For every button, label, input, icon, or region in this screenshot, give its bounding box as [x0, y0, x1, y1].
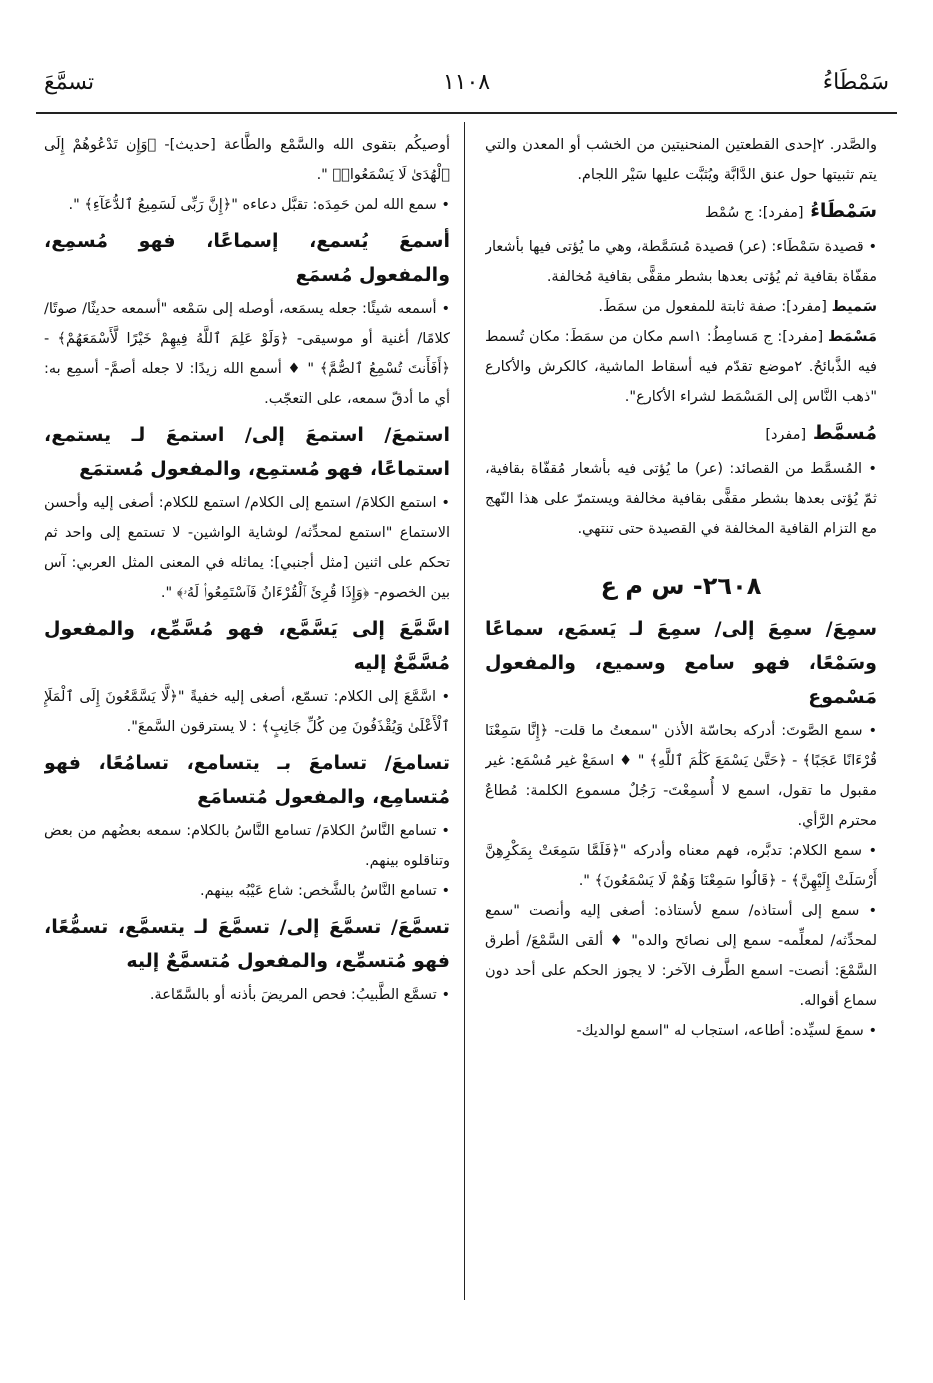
continuation-paragraph: أوصيكُم بتقوى الله والسَّمْع والطَّاعة [حديث]- ﴿وَإِن تَدْعُوهُمْ إِلَى ٱلْهُدَىٰ لَا يَسْمَعُوا۟﴾ ".: [44, 137, 450, 183]
verb-headword: استمعَ/ استمعَ إلى/ استمعَ لـ يستمع، استماعًا، فهو مُستمِع، والمفعول مُستمَع: [44, 424, 450, 480]
entry-headword: [485, 194, 877, 230]
entry-definition: • سمع الصَّوتَ: أدركه بحاسّة الأذن "سمعتُ ما قلت- ﴿إِنَّا سَمِعْنَا قُرْءَانًا عَجَبًا﴾ - ﴿حَتَّىٰ يَسْمَعَ كَلَٰمَ ٱللَّهِ﴾ " ♦ اسمَعْ غير مُسْمَع: غير مقبول ما تقول، اسمع لا أُسمِعْتَ- رَجُلٌ مسموع الكلمة: مُطاعٌ محترم الرَّأي.: [485, 723, 877, 829]
entry-definition: • سمع الله لمن حَمِدَه: تقبَّل دعاءه "﴿إِنَّ رَبِّى لَسَمِيعُ ٱلدُّعَآءِ﴾ ".: [68, 197, 450, 213]
header-first-word: سَمْطَاءُ: [822, 70, 889, 95]
entry-definition: • سمعَ لسيِّده: أطاعه، استجاب له "اسمع لوالديك-: [576, 1023, 877, 1039]
verb-headword: تسمَّعَ/ تسمَّعَ إلى/ تسمَّعَ لـ يتسمَّع، تسمُّعًا، فهو مُتسمِّع، والمفعول مُتسمَّعٌ إليه: [44, 916, 450, 972]
headword-masmat: مَسْمَط: [828, 329, 877, 345]
entry-definition: • تسامع النَّاسُ بالشَّخص: شاع عَيْبُه بينهم.: [200, 883, 450, 899]
entry-definition: • أسمعه شيئًا: جعله يسمَعه، أوصله إلى سَمْعه "أسمعه حديثًا/ صوتًا/ كلامًا/ أغنية أو موسيقى- ﴿وَلَوْ عَلِمَ ٱللَّهُ فِيهِمْ خَيْرًا لَّأَسْمَعَهُمْ﴾ - ﴿أَفَأَنتَ تُسْمِعُ ٱلصُّمَّ﴾ " ♦ أسمع الله زيدًا: لا جعله أصمَّ- أسمِع به: أي ما أدقّ سمعه، على التعجّب.: [44, 301, 450, 407]
entry-definition: • سمع الكلام: تدبَّره، فهم معناه وأدركه "﴿فَلَمَّا سَمِعَتْ بِمَكْرِهِنَّ أَرْسَلَتْ إِلَيْهِنَّ﴾ - ﴿قَالُوا سَمِعْنَا وَهُمْ لَا يَسْمَعُونَ﴾ ".: [485, 843, 877, 889]
entry-definition: • اسَّمَّعَ إلى الكلام: تسمّع، أصغى إليه خفيةً "﴿لَّا يَسَّمَّعُونَ إِلَى ٱلْمَلَإِ ٱلْأَعْلَىٰ وَيُقْذَفُونَ مِن كُلِّ جَانِبٍ﴾ : لا يسترقون السَّمعَ".: [44, 689, 450, 735]
page-number: ١١٠٨: [442, 70, 491, 95]
headword-samtaa: سَمْطَاءُ: [810, 200, 877, 222]
page-header: [40, 70, 893, 104]
headword-samit: سَميط: [831, 299, 877, 315]
entry-definition: [مفرد]: ج مَسامِطُ: ١اسم مكان من سمَطَ: مكان تُسمط فيه الذَّبائحُ. ٢موضع تقدّم فيه أسقاط الماشية، كالكرش والأكارع "ذهب النَّاس إلى المَسْمَط لشراء الأكارع".: [485, 329, 877, 405]
verb-headword: تسامعَ/ تسامعَ بـ يتسامع، تسامُعًا، فهو مُتسامِع، والمفعول مُتسامَع: [44, 752, 450, 808]
right-column: [485, 130, 877, 1300]
entry-definition: • قصيدة سَمْطَاء: (عر) قصيدة مُسَمَّطة، وهي ما يُؤتى فيها بأشعار مقفّاة بقافية ثم يُؤتى بعدها بشطر مقفًّى بقافية مُخالفة.: [485, 239, 877, 285]
headword-musammat: مُسمَّط: [812, 422, 877, 444]
verb-headword: اسَّمَّعَ إلى يَسَّمَّع، فهو مُسَّمِّع، والمفعول مُسَّمَّعٌ إليه: [44, 618, 450, 674]
continuation-paragraph: والصَّدر. ٢إحدى القطعتين المنحنيتين من الخشب أو المعدن والتي يتم تثبيتها حول عنق الدَّابَّة ويُثبَّت عليها سَيْر اللجام.: [485, 137, 877, 183]
entry-definition: • استمع الكلامَ/ استمع إلى الكلام/ استمع للكلام: أصغى إليه وأحسن الاستماع "استمع لمحدِّثه/ لوشاية الواشين- لا تستمع إلى واحد ثم تحكم على اثنين [مثل أجنبي]: يماثله في المعنى المثل العربي: آس بين الخصوم- ﴿وَإِذَا قُرِئَ ٱلْقُرْءَانُ فَٱسْتَمِعُوا۟ لَهُۥ﴾ ".: [44, 495, 450, 601]
entry-definition: • المُسمَّط من القصائد: (عر) ما يُؤتى فيه بأشعار مُقفّاة بقافية، ثمّ يُؤتى بعدها بشطر مقفًّى بقافية مخالفة ويستمرّ على هذا النّهج مع التزام القافية المخالفة في القصيدة حتى تنتهي.: [485, 461, 877, 537]
verb-headword: أسمعَ يُسمع، إسماعًا، فهو مُسمِع، والمفعول مُسمَع: [44, 230, 450, 286]
entry-definition: • تسمَّع الطَّبيبُ: فحص المريضَ بأذنه أو بالسَّمّاعة.: [149, 987, 450, 1003]
header-last-word: تسمَّعَ: [44, 70, 95, 95]
left-column: [44, 130, 450, 1300]
entry-definition: [مفرد]: صفة ثابتة للمفعول من سمَطَ.: [598, 299, 827, 315]
entry-definition: • سمع إلى أستاذه/ سمع لأستاذه: أصغى إليه وأنصت "سمع لمحدِّثه/ لمعلِّمه- سمع إلى نصائح والده" ♦ ألقى السَّمْعَ/ أطرق السَّمْعَ: أنصت- اسمع الطَّرف الآخر: لا يجوز الحكم على أحد دون سماع أقواله.: [485, 903, 877, 1009]
entry-tag: [مفرد]: ج سُمْط: [704, 205, 804, 221]
entry-definition: • تسامع النَّاسُ الكلامَ/ تسامع النَّاسُ بالكلام: سمعه بعضُهم من بعض وتناقلوه بينهم.: [44, 823, 450, 869]
entry-headword: [485, 416, 877, 452]
root-section-heading: ٢٦٠٨- س م ع: [600, 572, 762, 600]
entry-tag: [مفرد]: [765, 427, 807, 443]
column-divider: [464, 122, 465, 1300]
header-rule: [36, 112, 897, 114]
verb-headword: سمِعَ/ سمِعَ إلى/ سمِعَ لـ يَسمَع، سماعًا وسَمْعًا، فهو سامع وسميع، والمفعول مَسْموع: [485, 618, 877, 708]
